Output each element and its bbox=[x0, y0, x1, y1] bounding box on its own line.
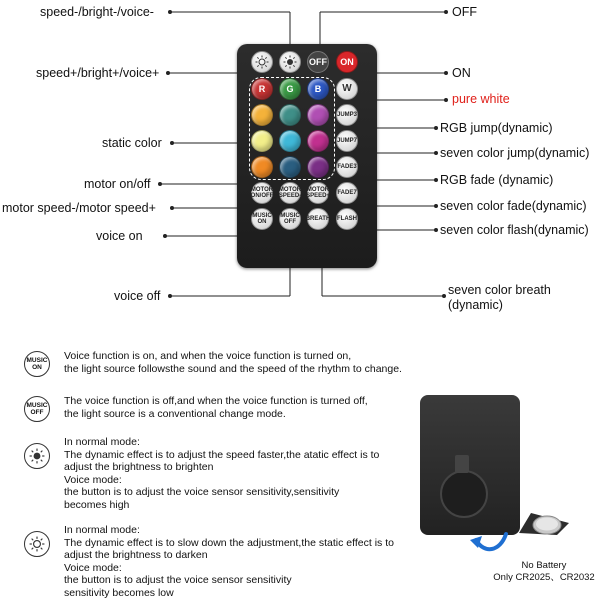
label-rgb-fade: RGB fade (dynamic) bbox=[440, 173, 554, 187]
sun-icon bbox=[283, 55, 297, 69]
music-off-icon-line2: OFF bbox=[30, 409, 44, 416]
sun-outline-icon bbox=[29, 536, 45, 552]
speed-down-description bbox=[64, 524, 394, 599]
motor-speed-down-line2: SPEED- bbox=[278, 193, 302, 199]
music-on-icon bbox=[24, 351, 50, 377]
music-on-line1: MUSIC bbox=[252, 213, 272, 219]
label-off: OFF bbox=[452, 5, 477, 19]
motor-speed-up-line1: MOTOR bbox=[306, 187, 330, 193]
label-speed-up: speed+/bright+/voice+ bbox=[36, 66, 160, 80]
white-button[interactable]: W bbox=[336, 78, 358, 100]
music-off-icon bbox=[24, 396, 50, 422]
battery-note-line1: No Battery bbox=[521, 560, 567, 571]
battery-note bbox=[490, 560, 598, 584]
desc-line: sensitivity becomes low bbox=[64, 586, 174, 599]
desc-line: adjust the brightness to brighten bbox=[64, 461, 214, 473]
jump7-button[interactable]: JUMP7 bbox=[336, 130, 358, 152]
desc-line: The dynamic effect is to slow down the adjustment,the static effect is to bbox=[64, 536, 394, 549]
color-button-violet[interactable] bbox=[307, 156, 329, 178]
voice-on-description bbox=[64, 350, 402, 375]
motor-speed-up-button[interactable] bbox=[307, 182, 329, 204]
flash-button[interactable]: FLASH bbox=[336, 208, 358, 230]
color-button-dark-blue[interactable] bbox=[279, 156, 301, 178]
music-on-button[interactable] bbox=[251, 208, 273, 230]
on-button[interactable]: ON bbox=[336, 51, 358, 73]
label-on: ON bbox=[452, 66, 471, 80]
brightness-up-button[interactable] bbox=[279, 51, 301, 73]
motor-onoff-button[interactable] bbox=[251, 182, 273, 204]
desc-line: Voice mode: bbox=[64, 473, 122, 486]
fade3-button[interactable]: FADE3 bbox=[336, 156, 358, 178]
sun-icon bbox=[29, 448, 45, 464]
music-off-button[interactable] bbox=[279, 208, 301, 230]
label-seven-breath: seven color breath bbox=[448, 283, 551, 297]
blue-button[interactable]: B bbox=[307, 78, 329, 100]
color-button-teal[interactable] bbox=[279, 104, 301, 126]
desc-line: Voice mode: bbox=[64, 561, 122, 574]
desc-line: The dynamic effect is to adjust the speed faster,the atatic effect is to bbox=[64, 448, 380, 461]
motor-onoff-line2: ON/OFF bbox=[250, 193, 274, 199]
color-button-light-yellow[interactable] bbox=[251, 130, 273, 152]
sun-outline-icon bbox=[255, 55, 269, 69]
brightness-down-icon bbox=[24, 531, 50, 557]
desc-line: becomes high bbox=[64, 498, 130, 511]
label-rgb-jump: RGB jump(dynamic) bbox=[440, 121, 553, 135]
label-voice-on: voice on bbox=[96, 229, 143, 243]
red-button[interactable]: R bbox=[251, 78, 273, 100]
desc-line: In normal mode: bbox=[64, 524, 140, 536]
motor-speed-down-line1: MOTOR bbox=[278, 187, 302, 193]
label-voice-off: voice off bbox=[114, 289, 161, 303]
label-seven-breath-dynamic: (dynamic) bbox=[448, 298, 503, 312]
label-motor-speed: motor speed-/motor speed+ bbox=[2, 201, 156, 215]
off-button[interactable]: OFF bbox=[307, 51, 329, 73]
color-button-magenta[interactable] bbox=[307, 130, 329, 152]
music-on-icon-line2: ON bbox=[32, 364, 42, 371]
desc-line: the button is to adjust the voice sensor sensitivity bbox=[64, 574, 292, 586]
color-button-orange-yellow[interactable] bbox=[251, 104, 273, 126]
label-seven-flash: seven color flash(dynamic) bbox=[440, 223, 589, 237]
breath-button[interactable]: BREATH bbox=[307, 208, 329, 230]
label-motor-onoff: motor on/off bbox=[84, 177, 151, 191]
coin-battery-image bbox=[517, 505, 571, 537]
music-on-line2: ON bbox=[257, 219, 267, 225]
music-off-icon-line1: MUSIC bbox=[26, 402, 48, 409]
music-off-line2: OFF bbox=[284, 219, 296, 225]
green-button[interactable]: G bbox=[279, 78, 301, 100]
desc-line: adjust the brightness to darken bbox=[64, 549, 208, 561]
battery-latch bbox=[455, 455, 469, 473]
brightness-up-icon bbox=[24, 443, 50, 469]
motor-onoff-line1: MOTOR bbox=[250, 187, 274, 193]
brightness-down-button[interactable] bbox=[251, 51, 273, 73]
motor-speed-up-line2: SPEED+ bbox=[306, 193, 330, 199]
fade7-button[interactable]: FADE7 bbox=[336, 182, 358, 204]
voice-off-description bbox=[64, 395, 368, 420]
color-button-orange[interactable] bbox=[251, 156, 273, 178]
battery-compartment bbox=[440, 470, 488, 518]
music-on-icon-line1: MUSIC bbox=[26, 357, 48, 364]
motor-speed-down-button[interactable] bbox=[279, 182, 301, 204]
label-pure-white: pure white bbox=[452, 92, 510, 106]
label-speed-down: speed-/bright-/voice- bbox=[40, 5, 154, 19]
label-static-color: static color bbox=[102, 136, 162, 150]
jump3-button[interactable]: JUMP3 bbox=[336, 104, 358, 126]
desc-line: The voice function is off,and when the voice function is turned off, bbox=[64, 395, 368, 407]
battery-note-line2: Only CR2025、CR2032 bbox=[493, 572, 595, 583]
color-button-cyan[interactable] bbox=[279, 130, 301, 152]
desc-line: the light source is a conventional change mode. bbox=[64, 407, 286, 420]
desc-line: In normal mode: bbox=[64, 436, 140, 448]
label-seven-jump: seven color jump(dynamic) bbox=[440, 146, 590, 160]
color-button-purple[interactable] bbox=[307, 104, 329, 126]
music-off-line1: MUSIC bbox=[280, 213, 300, 219]
curved-arrow-icon bbox=[470, 528, 510, 556]
speed-up-description bbox=[64, 436, 379, 511]
desc-line: the button is to adjust the voice sensor sensitivity,sensitivity bbox=[64, 486, 340, 498]
label-seven-fade: seven color fade(dynamic) bbox=[440, 199, 587, 213]
desc-line: Voice function is on, and when the voice function is turned on, bbox=[64, 350, 352, 362]
desc-line: the light source followsthe sound and the speed of the rhythm to change. bbox=[64, 362, 402, 375]
